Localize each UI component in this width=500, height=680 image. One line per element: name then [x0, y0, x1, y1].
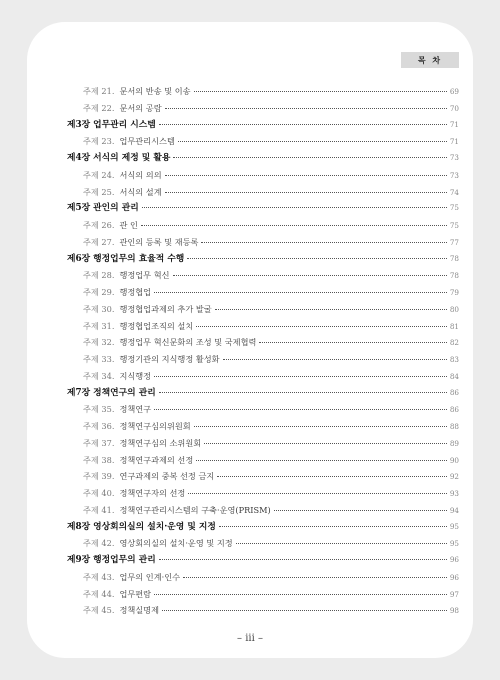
toc-page-number: 71 [449, 119, 459, 129]
toc-item-row[interactable] [67, 602, 459, 619]
toc-page-number: 94 [449, 505, 459, 515]
toc-item-row[interactable] [67, 586, 459, 603]
dot-leader [154, 376, 447, 377]
toc-entry-number: 주제 30. [83, 303, 115, 314]
dot-leader [183, 577, 447, 578]
dot-leader [154, 409, 447, 410]
toc-page-number: 81 [449, 321, 459, 331]
toc-entry-title: 정책연구심의위원회 [119, 421, 191, 431]
toc-chapter-row[interactable] [67, 150, 459, 167]
toc-entry-title: 업무관리시스템 [119, 136, 175, 147]
toc-entry-title: 정책연구관리시스템의 구축·운영(PRISM) [119, 504, 271, 515]
toc-entry-title: 서식의 설계 [119, 186, 162, 197]
toc-item-row[interactable] [67, 351, 459, 368]
toc-page-number: 95 [449, 539, 459, 549]
dot-leader [165, 108, 447, 109]
toc-page-number: 74 [449, 187, 459, 197]
toc-entry [83, 401, 151, 418]
toc-entry-number: 주제 34. [83, 370, 115, 381]
dot-leader [236, 543, 447, 544]
toc-entry-number: 주제 38. [83, 454, 115, 465]
toc-item-row[interactable] [67, 535, 459, 552]
toc-page-number: 90 [449, 455, 459, 465]
dot-leader [204, 443, 447, 444]
toc-entry [83, 485, 185, 502]
toc-entry-number: 주제 23. [83, 136, 115, 147]
toc-entry-number: 주제 41. [83, 504, 115, 515]
dot-leader [154, 594, 447, 595]
toc-item-row[interactable] [67, 569, 459, 586]
toc-entry-number: 주제 28. [83, 270, 115, 281]
toc-entry [83, 602, 159, 619]
toc-item-row[interactable] [67, 318, 459, 335]
toc-entry-number: 주제 40. [83, 488, 115, 498]
toc-page-number: 86 [449, 387, 459, 397]
dot-leader [162, 610, 447, 611]
toc-chapter-row[interactable] [67, 251, 459, 268]
toc-entry-number: 주제 43. [83, 571, 115, 582]
toc-entry-number: 주제 21. [83, 86, 115, 96]
toc-entry [83, 133, 175, 150]
toc-item-row[interactable] [67, 167, 459, 184]
toc-entry-number: 주제 36. [83, 421, 115, 431]
toc-entry [83, 217, 138, 234]
toc-chapter-row[interactable] [67, 200, 459, 217]
toc-entry-number: 주제 39. [83, 471, 115, 482]
toc-page-number: 80 [449, 304, 459, 314]
toc-entry-title: 영상회의실의 설치·운영 및 지정 [119, 538, 233, 549]
toc-entry-number: 주제 24. [83, 169, 115, 180]
toc-page-number: 96 [449, 572, 459, 582]
toc-entry [83, 184, 162, 201]
toc-entry [67, 385, 156, 402]
toc-entry-number: 주제 32. [83, 337, 115, 348]
toc-entry-title: 행정업무 혁신문화의 조성 및 국제협력 [119, 337, 257, 348]
toc-entry [83, 284, 151, 301]
toc-item-row[interactable] [67, 83, 459, 100]
toc-entry-title: 정책연구자의 선정 [119, 488, 186, 498]
toc-entry-title: 정책연구과제의 선정 [119, 454, 194, 465]
dot-leader [259, 342, 446, 343]
toc-page-number: 69 [449, 87, 459, 96]
toc-item-row[interactable] [67, 234, 459, 251]
toc-entry-title: 문서의 공람 [119, 102, 162, 113]
toc-chapter-row[interactable] [67, 552, 459, 569]
toc-item-row[interactable] [67, 334, 459, 351]
toc-entry [83, 234, 198, 251]
toc-entry-title: 정책연구심의 소위원회 [119, 437, 202, 448]
dot-leader [159, 124, 447, 125]
dot-leader [217, 476, 447, 477]
toc-page-number: 73 [449, 153, 459, 162]
toc-entry-title: 문서의 반송 및 이송 [119, 86, 191, 96]
toc-item-row[interactable] [67, 418, 459, 435]
toc-header-tab: 목 차 [401, 52, 459, 68]
toc-entry-title: 제4장 서식의 제정 및 활용 [67, 153, 171, 163]
toc-entry [83, 586, 151, 603]
toc-entry-number: 주제 26. [83, 220, 115, 230]
toc-entry-title: 제8장 영상회의실의 설치·운영 및 지정 [67, 521, 216, 532]
toc-entry [83, 267, 170, 284]
toc-item-row[interactable] [67, 468, 459, 485]
toc-chapter-row[interactable] [67, 385, 459, 402]
toc-entry-title: 정책실명제 [119, 605, 159, 616]
toc-page-number: 89 [449, 438, 459, 448]
toc-entry-title: 행정협업 [119, 287, 152, 297]
toc-entry-number: 주제 27. [83, 236, 115, 247]
toc-page-number: 84 [449, 371, 459, 381]
toc-entry [67, 251, 184, 268]
toc-entry [67, 117, 156, 134]
toc-entry [83, 167, 162, 184]
toc-entry-title: 정책연구 [119, 404, 152, 415]
dot-leader [219, 526, 447, 527]
toc-entry-number: 주제 44. [83, 588, 115, 599]
toc-chapter-row[interactable] [67, 519, 459, 536]
toc-entry-title: 서식의 의의 [119, 169, 162, 180]
toc-page-number: 79 [449, 288, 459, 297]
toc-entry-number: 주제 31. [83, 320, 115, 331]
toc-item-row[interactable] [67, 100, 459, 117]
toc-entry-number: 주제 42. [83, 538, 115, 549]
toc-page-number: 78 [449, 253, 459, 263]
toc-entry-title: 제9장 행정업무의 관리 [67, 555, 156, 565]
toc-item-row[interactable] [67, 133, 459, 150]
toc-entry [83, 368, 151, 385]
dot-leader [165, 175, 447, 176]
dot-leader [201, 242, 446, 243]
table-of-contents [67, 83, 459, 619]
dot-leader [159, 392, 447, 393]
dot-leader [274, 510, 447, 511]
dot-leader [159, 559, 447, 560]
toc-item-row[interactable] [67, 184, 459, 201]
toc-entry-title: 제7장 정책연구의 관리 [67, 387, 156, 398]
dot-leader [141, 225, 447, 226]
dot-leader [196, 460, 447, 461]
toc-entry-number: 주제 35. [83, 404, 115, 415]
toc-page-number: 86 [449, 405, 459, 415]
toc-chapter-row[interactable] [67, 117, 459, 134]
toc-entry [83, 351, 220, 368]
dot-leader [196, 326, 447, 327]
dot-leader [173, 275, 447, 276]
toc-page-number: 93 [449, 489, 459, 498]
toc-page-number: 75 [449, 221, 459, 230]
toc-entry-title: 업무편람 [119, 588, 152, 599]
toc-entry [83, 83, 191, 100]
toc-entry [83, 569, 180, 586]
toc-item-row[interactable] [67, 401, 459, 418]
toc-entry [83, 100, 162, 117]
dot-leader [178, 141, 447, 142]
toc-page-number: 83 [449, 355, 459, 364]
toc-entry-number: 주제 22. [83, 102, 115, 113]
dot-leader [194, 426, 447, 427]
toc-page-number: 92 [449, 472, 459, 482]
toc-item-row[interactable] [67, 452, 459, 469]
toc-page-number: 71 [449, 137, 459, 147]
dot-leader [187, 258, 447, 259]
toc-entry [67, 552, 156, 569]
toc-entry-number: 주제 45. [83, 605, 115, 616]
toc-entry-title: 지식행정 [119, 370, 152, 381]
toc-entry-title: 제6장 행정업무의 효율적 수행 [67, 253, 185, 264]
toc-page-number: 77 [449, 237, 459, 247]
dot-leader [142, 207, 447, 208]
toc-entry [67, 150, 170, 167]
page-number: – iii – [237, 633, 263, 644]
toc-item-row[interactable] [67, 217, 459, 234]
toc-entry-title: 제5장 관인의 관리 [67, 203, 139, 214]
toc-page-number: 95 [449, 521, 459, 531]
toc-page-number: 78 [449, 271, 459, 281]
dot-leader [188, 493, 447, 494]
toc-entry-title: 연구과제의 중복 선정 금지 [119, 471, 215, 482]
toc-entry-title: 관 인 [119, 220, 138, 230]
toc-entry-number: 주제 33. [83, 354, 115, 364]
dot-leader [194, 91, 447, 92]
toc-entry [83, 435, 201, 452]
toc-item-row[interactable] [67, 368, 459, 385]
toc-item-row[interactable] [67, 267, 459, 284]
toc-entry-title: 행정협업조직의 설치 [119, 320, 194, 331]
toc-entry-number: 주제 37. [83, 437, 115, 448]
toc-item-row[interactable] [67, 301, 459, 318]
toc-item-row[interactable] [67, 485, 459, 502]
toc-entry-title: 업무의 인계·인수 [119, 571, 181, 582]
toc-entry-title: 행정협업과제의 추가 발굴 [119, 303, 212, 314]
toc-entry [83, 418, 191, 435]
toc-entry [83, 452, 193, 469]
toc-entry [83, 318, 193, 335]
toc-entry-number: 주제 25. [83, 186, 115, 197]
toc-entry [83, 334, 256, 351]
toc-entry [83, 502, 271, 519]
dot-leader [215, 309, 447, 310]
toc-entry-title: 행정업무 혁신 [119, 270, 170, 281]
toc-entry-title: 행정기관의 지식행정 활성화 [119, 354, 220, 364]
toc-page-number: 73 [449, 170, 459, 180]
toc-item-row[interactable] [67, 435, 459, 452]
toc-page-number: 70 [449, 103, 459, 113]
toc-entry-number: 주제 29. [83, 287, 115, 297]
toc-page-number: 88 [449, 422, 459, 431]
toc-page-number: 75 [449, 203, 459, 213]
toc-entry [83, 535, 233, 552]
dot-leader [173, 157, 446, 158]
toc-entry [67, 200, 139, 217]
dot-leader [223, 359, 447, 360]
toc-page-number: 82 [449, 338, 459, 348]
toc-item-row[interactable] [67, 284, 459, 301]
toc-page-number: 96 [449, 555, 459, 564]
toc-entry-title: 제3장 업무관리 시스템 [67, 119, 156, 130]
toc-entry [83, 468, 214, 485]
toc-entry [83, 301, 212, 318]
toc-page-number: 97 [449, 589, 459, 599]
toc-page-number: 98 [449, 606, 459, 616]
toc-item-row[interactable] [67, 502, 459, 519]
dot-leader [165, 192, 447, 193]
dot-leader [154, 292, 447, 293]
toc-entry [67, 519, 216, 536]
toc-entry-title: 관인의 등록 및 재등록 [119, 236, 199, 247]
document-page [27, 22, 473, 658]
